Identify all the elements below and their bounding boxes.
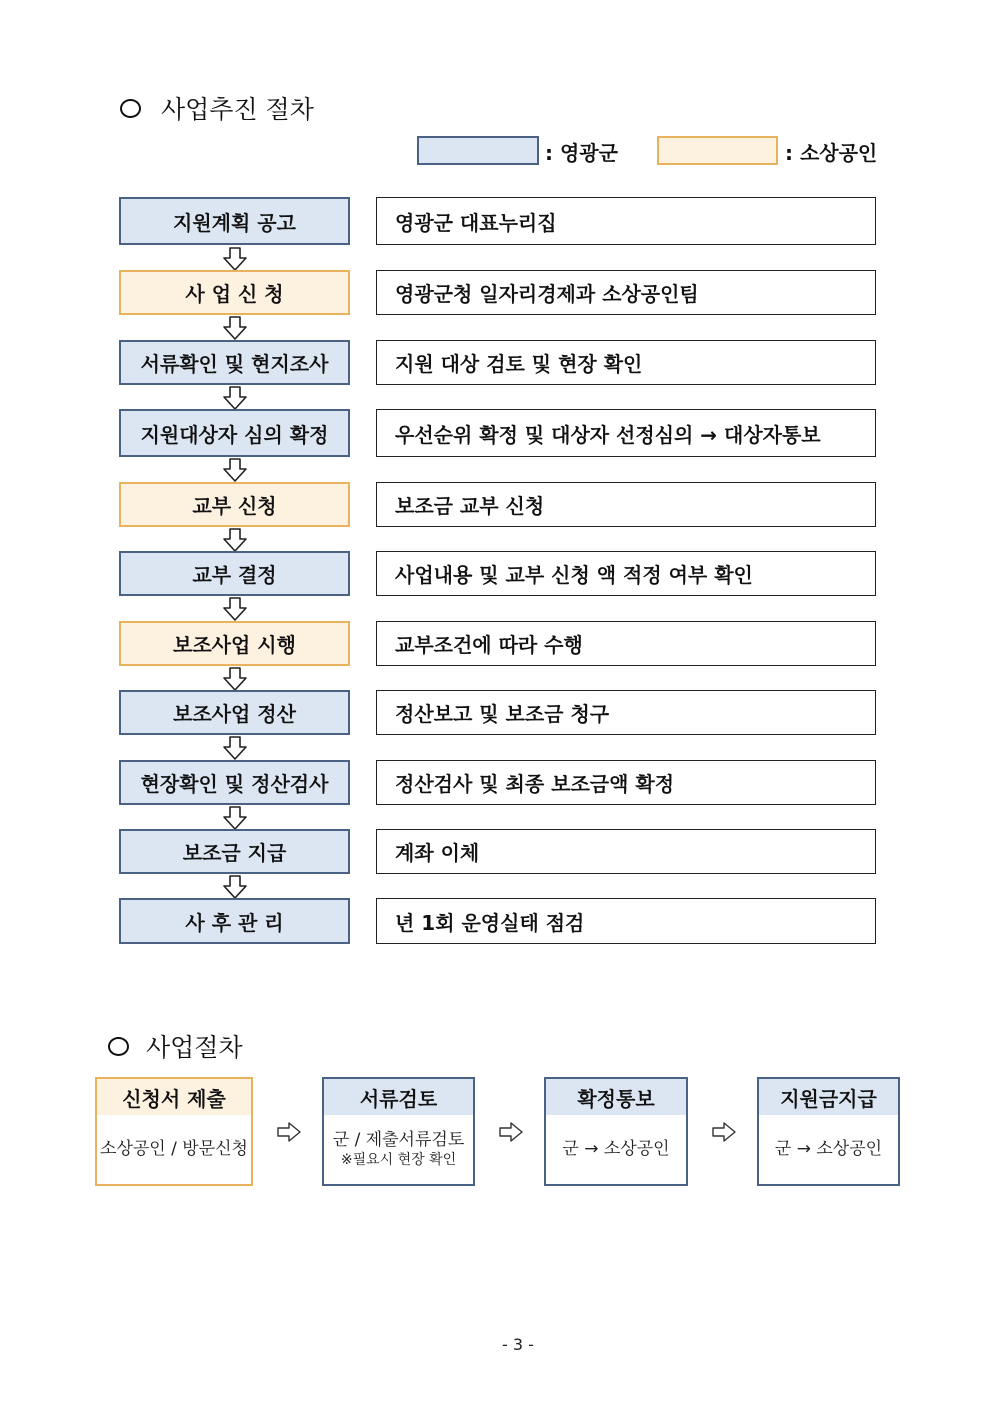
step-desc: 년 1회 운영실태 점검 xyxy=(376,898,876,944)
down-arrow-icon xyxy=(221,246,249,272)
process-card xyxy=(544,1077,688,1186)
step-box: 보조사업 시행 xyxy=(119,621,350,666)
process-card xyxy=(757,1077,900,1186)
down-arrow-icon xyxy=(221,874,249,900)
step-box: 현장확인 및 정산검사 xyxy=(119,760,350,805)
down-arrow-icon xyxy=(221,735,249,761)
down-arrow-icon xyxy=(221,457,249,483)
right-arrow-icon xyxy=(711,1121,737,1143)
card-head: 지원금지급 xyxy=(759,1079,898,1115)
legend-label-sosang: : 소상공인 xyxy=(785,141,878,165)
down-arrow-icon xyxy=(221,596,249,622)
step-box: 사 후 관 리 xyxy=(119,898,350,944)
step-desc: 보조금 교부 신청 xyxy=(376,482,876,527)
step-desc: 계좌 이체 xyxy=(376,829,876,874)
card-body-text: 군 / 제출서류검토 xyxy=(332,1130,465,1151)
step-desc: 사업내용 및 교부 신청 액 적정 여부 확인 xyxy=(376,551,876,596)
legend-label-gun: : 영광군 xyxy=(545,141,618,165)
down-arrow-icon xyxy=(221,385,249,411)
card-body-text: 군 → 소상공인 xyxy=(774,1139,883,1160)
card-note: ※필요시 현장 확인 xyxy=(340,1152,457,1169)
step-desc: 우선순위 확정 및 대상자 선정심의 → 대상자통보 xyxy=(376,409,876,457)
step-desc: 영광군청 일자리경제과 소상공인팀 xyxy=(376,270,876,315)
section2-title: 사업절차 xyxy=(108,1028,243,1064)
step-box: 사 업 신 청 xyxy=(119,270,350,315)
circle-bullet-icon xyxy=(120,99,141,118)
step-box: 보조사업 정산 xyxy=(119,690,350,735)
down-arrow-icon xyxy=(221,666,249,692)
right-arrow-icon xyxy=(276,1121,302,1143)
step-box: 서류확인 및 현지조사 xyxy=(119,340,350,385)
step-desc: 영광군 대표누리집 xyxy=(376,197,876,245)
card-body-text: 소상공인 / 방문신청 xyxy=(100,1139,248,1160)
step-desc: 교부조건에 따라 수행 xyxy=(376,621,876,666)
page-number: - 3 - xyxy=(502,1335,534,1354)
step-box: 보조금 지급 xyxy=(119,829,350,874)
step-box: 교부 신청 xyxy=(119,482,350,527)
down-arrow-icon xyxy=(221,315,249,341)
card-body-text: 군 → 소상공인 xyxy=(562,1139,670,1160)
step-desc: 정산보고 및 보조금 청구 xyxy=(376,690,876,735)
step-box: 지원계획 공고 xyxy=(119,197,350,245)
card-head: 확정통보 xyxy=(546,1079,686,1115)
card-head: 신청서 제출 xyxy=(97,1079,251,1115)
down-arrow-icon xyxy=(221,527,249,553)
process-card xyxy=(95,1077,253,1186)
process-card xyxy=(322,1077,475,1186)
legend-swatch-sosang xyxy=(657,136,778,165)
step-desc: 지원 대상 검토 및 현장 확인 xyxy=(376,340,876,385)
card-head: 서류검토 xyxy=(324,1079,473,1115)
step-desc: 정산검사 및 최종 보조금액 확정 xyxy=(376,760,876,805)
legend-swatch-gun xyxy=(417,136,539,165)
section1-title: 사업추진 절차 xyxy=(120,90,314,126)
step-box: 지원대상자 심의 확정 xyxy=(119,409,350,457)
right-arrow-icon xyxy=(498,1121,524,1143)
circle-bullet-icon xyxy=(108,1037,129,1056)
step-box: 교부 결정 xyxy=(119,551,350,596)
down-arrow-icon xyxy=(221,805,249,831)
